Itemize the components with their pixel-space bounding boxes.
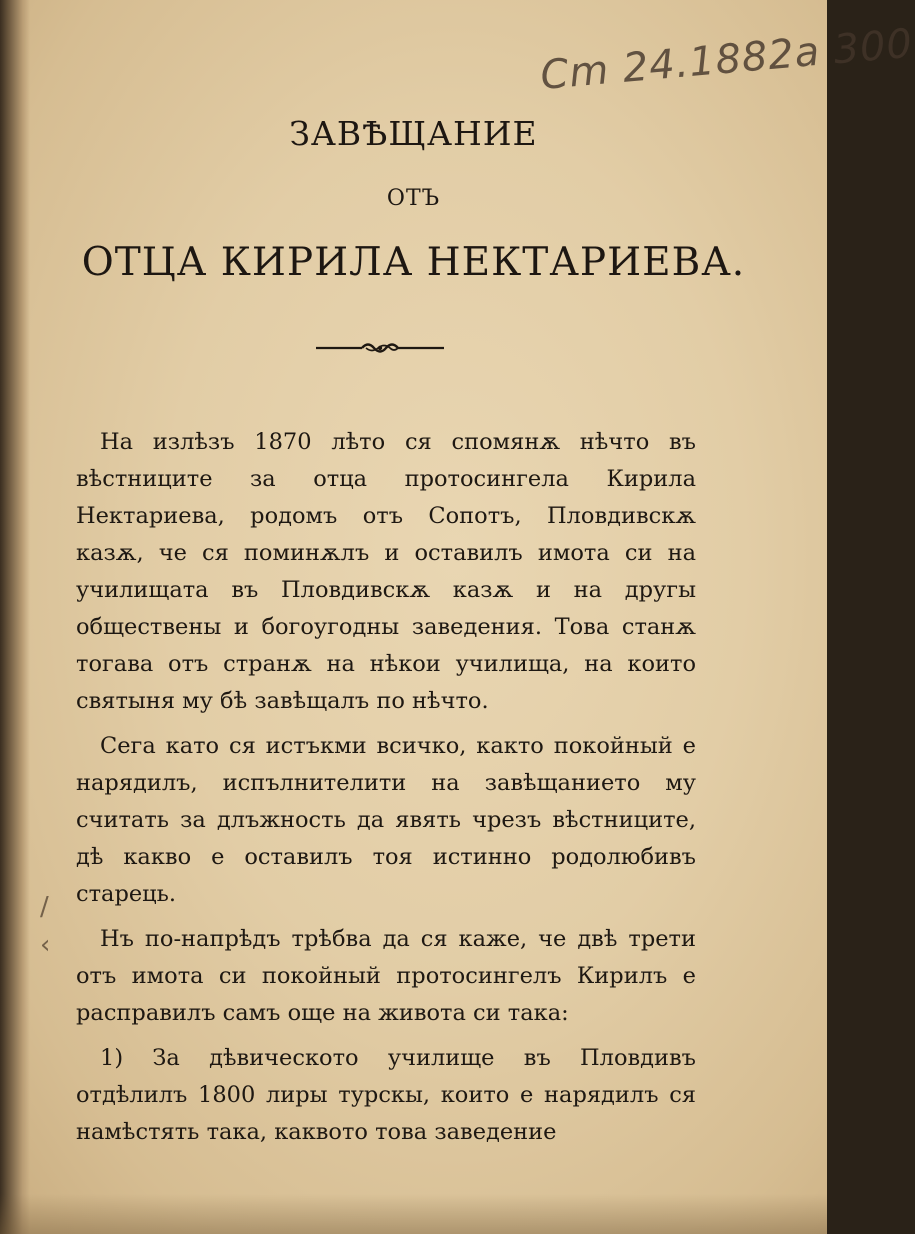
paragraph-4: 1) За дѣвическото училище въ Пловдивъ отдѣлилъ 1800 лиры турскы, които е нарядилъ ся намѣстять така, каквото това заведение — [76, 1045, 696, 1145]
title-preposition: ОТЪ — [386, 186, 441, 211]
paragraph-1: На излѣзъ 1870 лѣто ся спомянѫ нѣчто въ вѣстниците за отца протосингела Кирила Нектариева, родомъ отъ Сопотъ, Пловдивскѫ казѫ, че ся поминѫлъ и оставилъ имота си на училищата въ Пловдивскѫ казѫ и на другы обществены и богоугодны заведения. Това станѫ тогава отъ странѫ на нѣкои училища, на които святыня му бѣ завѣщалъ по нѣчто. — [76, 429, 696, 714]
handwritten-library-mark: Cm 24.1882a 300 — [538, 20, 915, 99]
body-text — [76, 424, 696, 1159]
ornament-divider-icon — [314, 338, 446, 358]
margin-pencil-mark: / — [40, 892, 49, 922]
paragraph-3: Нъ по-напрѣдъ трѣбва да ся каже, че двѣ трети отъ имота си покойный протосингелъ Кирилъ е расправилъ самъ още на живота си така: — [76, 926, 696, 1026]
margin-pencil-mark: ‹ — [40, 930, 51, 960]
title-name: ОТЦА КИРИЛА НЕКТАРИЕВА. — [81, 240, 746, 285]
document-title: ЗАВѢЩАНИЕ — [289, 114, 538, 153]
paragraph-2: Сега като ся истъкми всичко, както покойный е нарядилъ, испълнителити на завѣщанието му считать за длъжность да явять чрезъ вѣстниците, дѣ какво е оставилъ тоя истинно родолюбивъ старець. — [76, 733, 696, 907]
page-bottom-shadow — [0, 1194, 827, 1234]
